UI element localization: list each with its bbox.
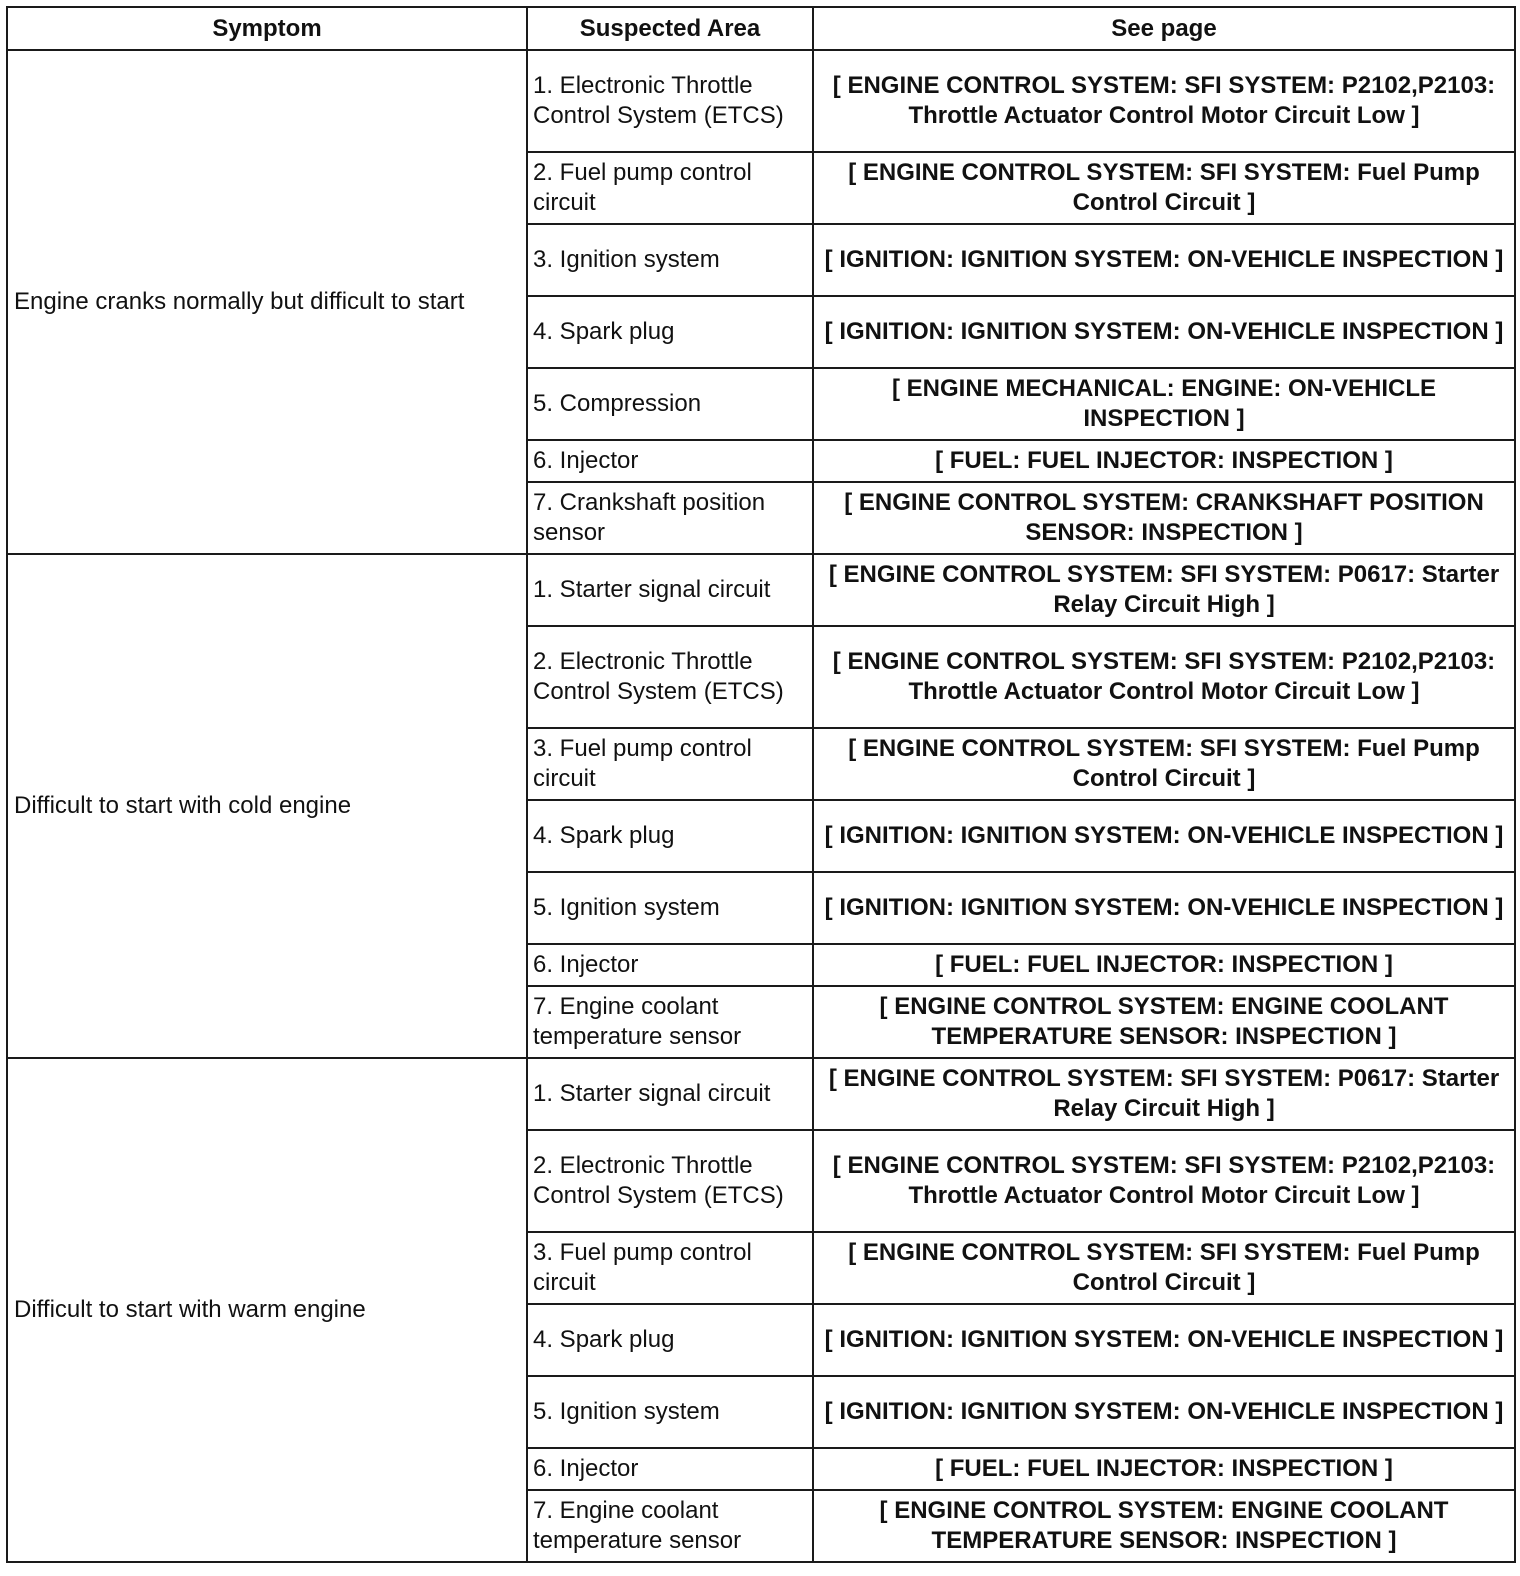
see-page-link[interactable]: [ ENGINE CONTROL SYSTEM: ENGINE COOLANT TEMPERATURE SENSOR: INSPECTION ] [813,1490,1515,1562]
suspected-area-cell: 7. Engine coolant temperature sensor [527,986,813,1058]
suspected-area-cell: 6. Injector [527,440,813,482]
suspected-area-cell: 4. Spark plug [527,1304,813,1376]
header-suspected-area: Suspected Area [527,7,813,50]
header-see-page: See page [813,7,1515,50]
see-page-link[interactable]: [ ENGINE CONTROL SYSTEM: SFI SYSTEM: P2102,P2103: Throttle Actuator Control Motor Circuit Low ] [813,50,1515,152]
see-page-link[interactable]: [ IGNITION: IGNITION SYSTEM: ON-VEHICLE INSPECTION ] [813,872,1515,944]
see-page-link[interactable]: [ ENGINE MECHANICAL: ENGINE: ON-VEHICLE INSPECTION ] [813,368,1515,440]
suspected-area-cell: 1. Electronic Throttle Control System (ETCS) [527,50,813,152]
suspected-area-cell: 5. Ignition system [527,872,813,944]
symptom-cell: Difficult to start with warm engine [7,1058,527,1562]
see-page-link[interactable]: [ ENGINE CONTROL SYSTEM: SFI SYSTEM: P0617: Starter Relay Circuit High ] [813,554,1515,626]
troubleshooting-table [6,6,1516,1563]
see-page-link[interactable]: [ IGNITION: IGNITION SYSTEM: ON-VEHICLE INSPECTION ] [813,800,1515,872]
suspected-area-cell: 3. Fuel pump control circuit [527,728,813,800]
see-page-link[interactable]: [ ENGINE CONTROL SYSTEM: ENGINE COOLANT TEMPERATURE SENSOR: INSPECTION ] [813,986,1515,1058]
suspected-area-cell: 5. Compression [527,368,813,440]
see-page-link[interactable]: [ FUEL: FUEL INJECTOR: INSPECTION ] [813,944,1515,986]
suspected-area-cell: 4. Spark plug [527,800,813,872]
see-page-link[interactable]: [ FUEL: FUEL INJECTOR: INSPECTION ] [813,440,1515,482]
suspected-area-cell: 4. Spark plug [527,296,813,368]
see-page-link[interactable]: [ IGNITION: IGNITION SYSTEM: ON-VEHICLE INSPECTION ] [813,296,1515,368]
see-page-link[interactable]: [ IGNITION: IGNITION SYSTEM: ON-VEHICLE INSPECTION ] [813,1376,1515,1448]
suspected-area-cell: 6. Injector [527,944,813,986]
see-page-link[interactable]: [ FUEL: FUEL INJECTOR: INSPECTION ] [813,1448,1515,1490]
symptom-cell: Difficult to start with cold engine [7,554,527,1058]
suspected-area-cell: 2. Electronic Throttle Control System (ETCS) [527,1130,813,1232]
suspected-area-cell: 2. Electronic Throttle Control System (ETCS) [527,626,813,728]
see-page-link[interactable]: [ ENGINE CONTROL SYSTEM: SFI SYSTEM: P2102,P2103: Throttle Actuator Control Motor Circuit Low ] [813,626,1515,728]
suspected-area-cell: 7. Crankshaft position sensor [527,482,813,554]
see-page-link[interactable]: [ ENGINE CONTROL SYSTEM: CRANKSHAFT POSITION SENSOR: INSPECTION ] [813,482,1515,554]
see-page-link[interactable]: [ IGNITION: IGNITION SYSTEM: ON-VEHICLE INSPECTION ] [813,224,1515,296]
table-row [7,1058,1515,1130]
suspected-area-cell: 6. Injector [527,1448,813,1490]
see-page-link[interactable]: [ ENGINE CONTROL SYSTEM: SFI SYSTEM: Fuel Pump Control Circuit ] [813,1232,1515,1304]
header-symptom: Symptom [7,7,527,50]
see-page-link[interactable]: [ ENGINE CONTROL SYSTEM: SFI SYSTEM: Fuel Pump Control Circuit ] [813,152,1515,224]
suspected-area-cell: 5. Ignition system [527,1376,813,1448]
see-page-link[interactable]: [ ENGINE CONTROL SYSTEM: SFI SYSTEM: Fuel Pump Control Circuit ] [813,728,1515,800]
suspected-area-cell: 3. Ignition system [527,224,813,296]
suspected-area-cell: 7. Engine coolant temperature sensor [527,1490,813,1562]
see-page-link[interactable]: [ IGNITION: IGNITION SYSTEM: ON-VEHICLE INSPECTION ] [813,1304,1515,1376]
suspected-area-cell: 3. Fuel pump control circuit [527,1232,813,1304]
symptom-cell: Engine cranks normally but difficult to start [7,50,527,554]
suspected-area-cell: 1. Starter signal circuit [527,1058,813,1130]
suspected-area-cell: 2. Fuel pump control circuit [527,152,813,224]
suspected-area-cell: 1. Starter signal circuit [527,554,813,626]
table-row [7,554,1515,626]
table-row [7,50,1515,152]
see-page-link[interactable]: [ ENGINE CONTROL SYSTEM: SFI SYSTEM: P0617: Starter Relay Circuit High ] [813,1058,1515,1130]
header-row [7,7,1515,50]
see-page-link[interactable]: [ ENGINE CONTROL SYSTEM: SFI SYSTEM: P2102,P2103: Throttle Actuator Control Motor Circuit Low ] [813,1130,1515,1232]
